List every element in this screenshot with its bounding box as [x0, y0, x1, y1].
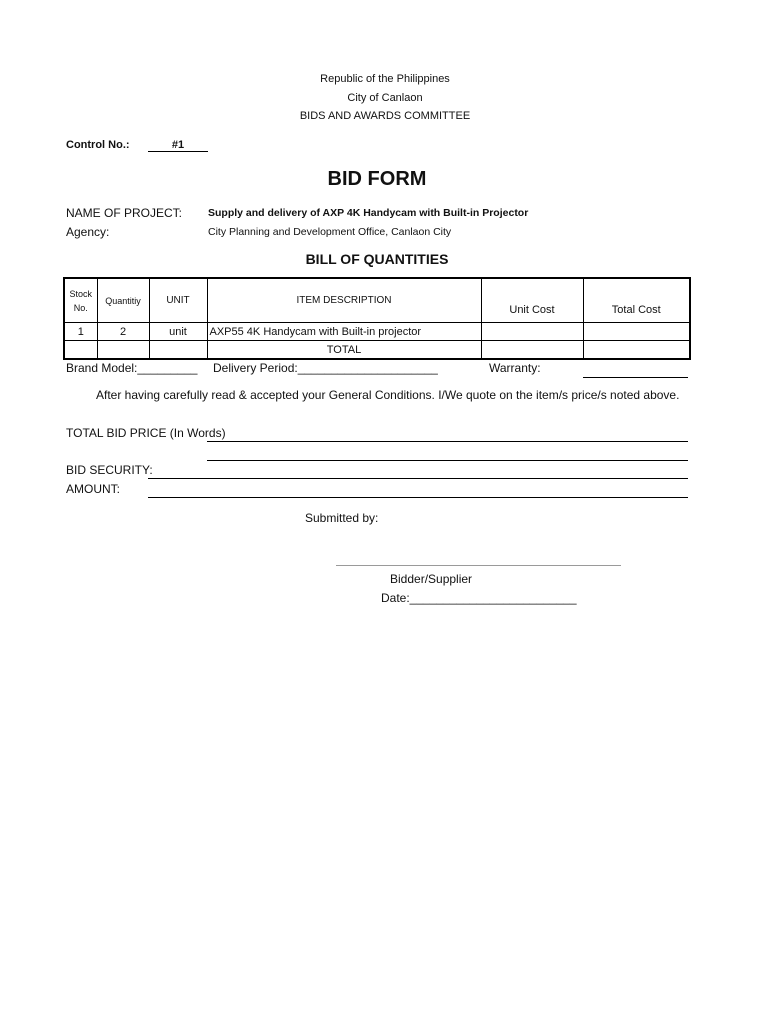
delivery-period-field[interactable]: Delivery Period:_____________________ [213, 361, 438, 375]
cell-total-unit-cost[interactable] [481, 341, 583, 360]
total-row [64, 341, 690, 360]
amount-label: AMOUNT: [66, 482, 120, 496]
agency-label: Agency: [66, 225, 110, 239]
total-bid-price-label: TOTAL BID PRICE (In Words) [66, 426, 226, 440]
total-bid-price-line-2[interactable] [207, 460, 688, 461]
total-label: TOTAL [207, 341, 481, 360]
warranty-label: Warranty: [489, 361, 541, 375]
boq-title: BILL OF QUANTITIES [305, 251, 449, 267]
control-number-label: Control No.: [66, 139, 130, 151]
col-stock-no: Stock No. [64, 278, 97, 323]
date-field[interactable]: Date:_________________________ [381, 591, 577, 605]
total-bid-price-line-1[interactable] [207, 441, 688, 442]
col-unit-cost: Unit Cost [481, 278, 583, 323]
header-city: City of Canlaon [347, 92, 423, 104]
cell-unit-cost[interactable] [481, 323, 583, 341]
cell-total-cost[interactable] [583, 323, 690, 341]
cell-quantity: 2 [97, 323, 149, 341]
cell-stock-no: 1 [64, 323, 97, 341]
agency-value: City Planning and Development Office, Canlaon City [208, 226, 452, 238]
boq-header-row [64, 278, 690, 323]
amount-line[interactable] [148, 497, 688, 498]
col-quantity: Quantitiy [97, 278, 149, 323]
cell-empty [97, 341, 149, 360]
bid-security-line[interactable] [148, 478, 688, 479]
col-item-description: ITEM DESCRIPTION [207, 278, 481, 323]
cell-item-description: AXP55 4K Handycam with Built-in projector [207, 323, 481, 341]
header-republic: Republic of the Philippines [320, 73, 450, 85]
page-title: BID FORM [327, 168, 427, 190]
cell-empty [149, 341, 207, 360]
brand-model-field[interactable]: Brand Model:_________ [66, 361, 198, 375]
boq-table [63, 277, 691, 360]
cell-unit: unit [149, 323, 207, 341]
project-name-value: Supply and delivery of AXP 4K Handycam with Built-in Projector [208, 207, 529, 219]
submitted-by-label: Submitted by: [305, 511, 379, 525]
header-committee: BIDS AND AWARDS COMMITTEE [299, 110, 471, 122]
bid-security-label: BID SECURITY: [66, 463, 153, 477]
signature-line[interactable] [336, 565, 621, 566]
cell-grand-total[interactable] [583, 341, 690, 360]
project-name-label: NAME OF PROJECT: [66, 206, 183, 220]
col-total-cost: Total Cost [583, 278, 690, 323]
col-unit: UNIT [149, 278, 207, 323]
cell-empty [64, 341, 97, 360]
control-number-value: #1 [148, 139, 208, 152]
bidder-supplier-label: Bidder/Supplier [390, 572, 473, 586]
table-row [64, 323, 690, 341]
statement-text: After having carefully read & accepted your General Conditions. I/We quote on the item/s price/s noted above. [96, 388, 680, 402]
warranty-line[interactable] [583, 377, 688, 378]
